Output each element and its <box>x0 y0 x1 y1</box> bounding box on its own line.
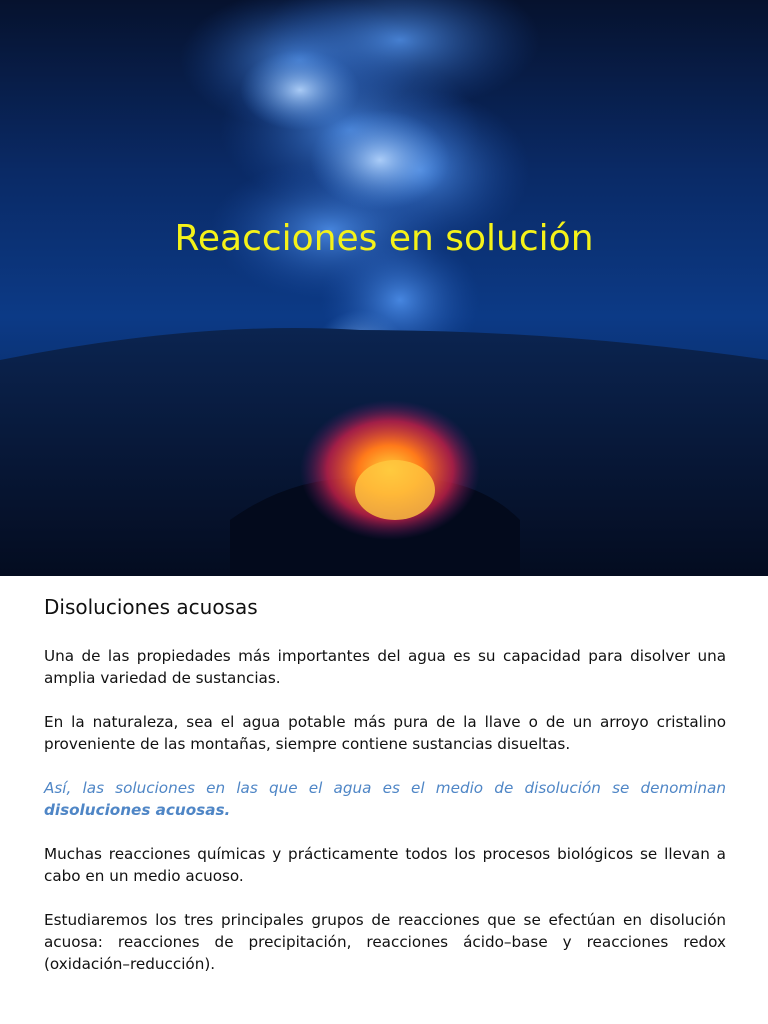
content-section <box>44 595 726 997</box>
highlight-text: Así, las soluciones en las que el agua es el medio de disolución se denominan <box>44 779 726 797</box>
paragraph-1: Una de las propiedades más importantes del agua es su capacidad para disolver una amplia variedad de sustancias. <box>44 647 726 687</box>
highlight-paragraph <box>44 777 726 821</box>
section-heading: Disoluciones acuosas <box>44 595 258 619</box>
highlight-term: disoluciones acuosas. <box>44 801 231 819</box>
paragraph-3: Muchas reacciones químicas y prácticamente todos los procesos biológicos se llevan a cabo en un medio acuoso. <box>44 845 726 885</box>
slide-title: Reacciones en solución <box>174 218 594 259</box>
paragraph-2: En la naturaleza, sea el agua potable más pura de la llave o de un arroyo cristalino proveniente de las montañas, siempre contiene sustancias disueltas. <box>44 713 726 753</box>
paragraph-4: Estudiaremos los tres principales grupos de reacciones que se efectúan en disolución acuosa: reacciones de precipitación, reacciones ácido–base y reacciones redox (oxidación–reducción). <box>44 911 726 973</box>
